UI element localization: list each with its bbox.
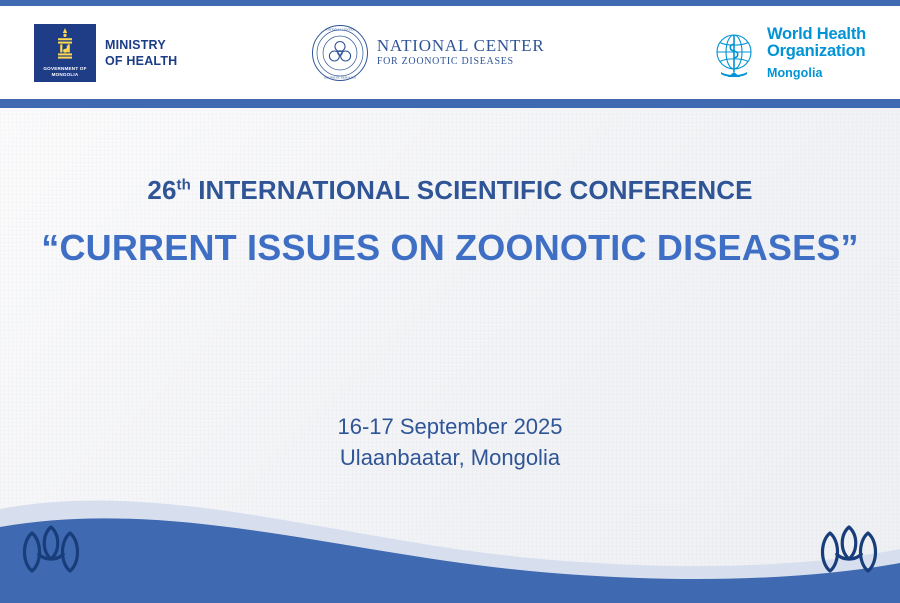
- conference-topic: “CURRENT ISSUES ON ZOONOTIC DISEASES”: [41, 227, 859, 268]
- svg-text:ZOONOTIC DISEASES: ZOONOTIC DISEASES: [323, 75, 356, 79]
- event-dates: 16-17 September 2025: [337, 414, 563, 439]
- mongolian-ulzii-knot-icon: [18, 523, 84, 581]
- event-location: Ulaanbaatar, Mongolia: [339, 445, 561, 470]
- mongolia-soyombo-emblem-icon: [34, 24, 96, 82]
- who-name-line-2: Organization: [766, 41, 866, 60]
- mongolian-ulzii-knot-icon: [816, 523, 882, 581]
- nczd-name-line-2: FOR ZOONOTIC DISEASES: [376, 56, 514, 68]
- moh-name-line-2: OF HEALTH: [105, 53, 178, 68]
- who-name-line-1: World Health: [766, 24, 866, 43]
- nczd-name-line-1: NATIONAL CENTER: [376, 36, 545, 56]
- conference-number: 26: [147, 175, 177, 205]
- nczd-circular-seal-icon: [311, 24, 369, 82]
- header-divider-bar: [0, 99, 900, 108]
- who-rod-of-asclepius-globe-icon: [708, 28, 760, 80]
- who-name-block: [767, 26, 866, 80]
- title-block: [0, 175, 900, 273]
- nczd-name: [377, 37, 545, 67]
- conference-heading-text: INTERNATIONAL SCIENTIFIC CONFERENCE: [190, 175, 753, 205]
- bottom-wave-decoration: [0, 453, 900, 603]
- who-country-label: Mongolia: [766, 65, 823, 80]
- moh-emblem-caption: GOVERNMENT OF MONGOLIA: [43, 65, 87, 77]
- conference-heading: [0, 175, 900, 206]
- soyombo-symbol-icon: [55, 28, 75, 62]
- ministry-of-health-logo: [34, 24, 177, 82]
- svg-text:NATIONAL CENTER: NATIONAL CENTER: [325, 27, 355, 32]
- moh-name-line-1: MINISTRY: [105, 37, 166, 52]
- slide-body: [0, 108, 900, 603]
- who-logo: [708, 26, 866, 80]
- conference-ordinal-suffix: th: [176, 176, 191, 194]
- ministry-of-health-name: [105, 37, 177, 69]
- nczd-logo: [311, 24, 545, 82]
- logo-header: [0, 6, 900, 99]
